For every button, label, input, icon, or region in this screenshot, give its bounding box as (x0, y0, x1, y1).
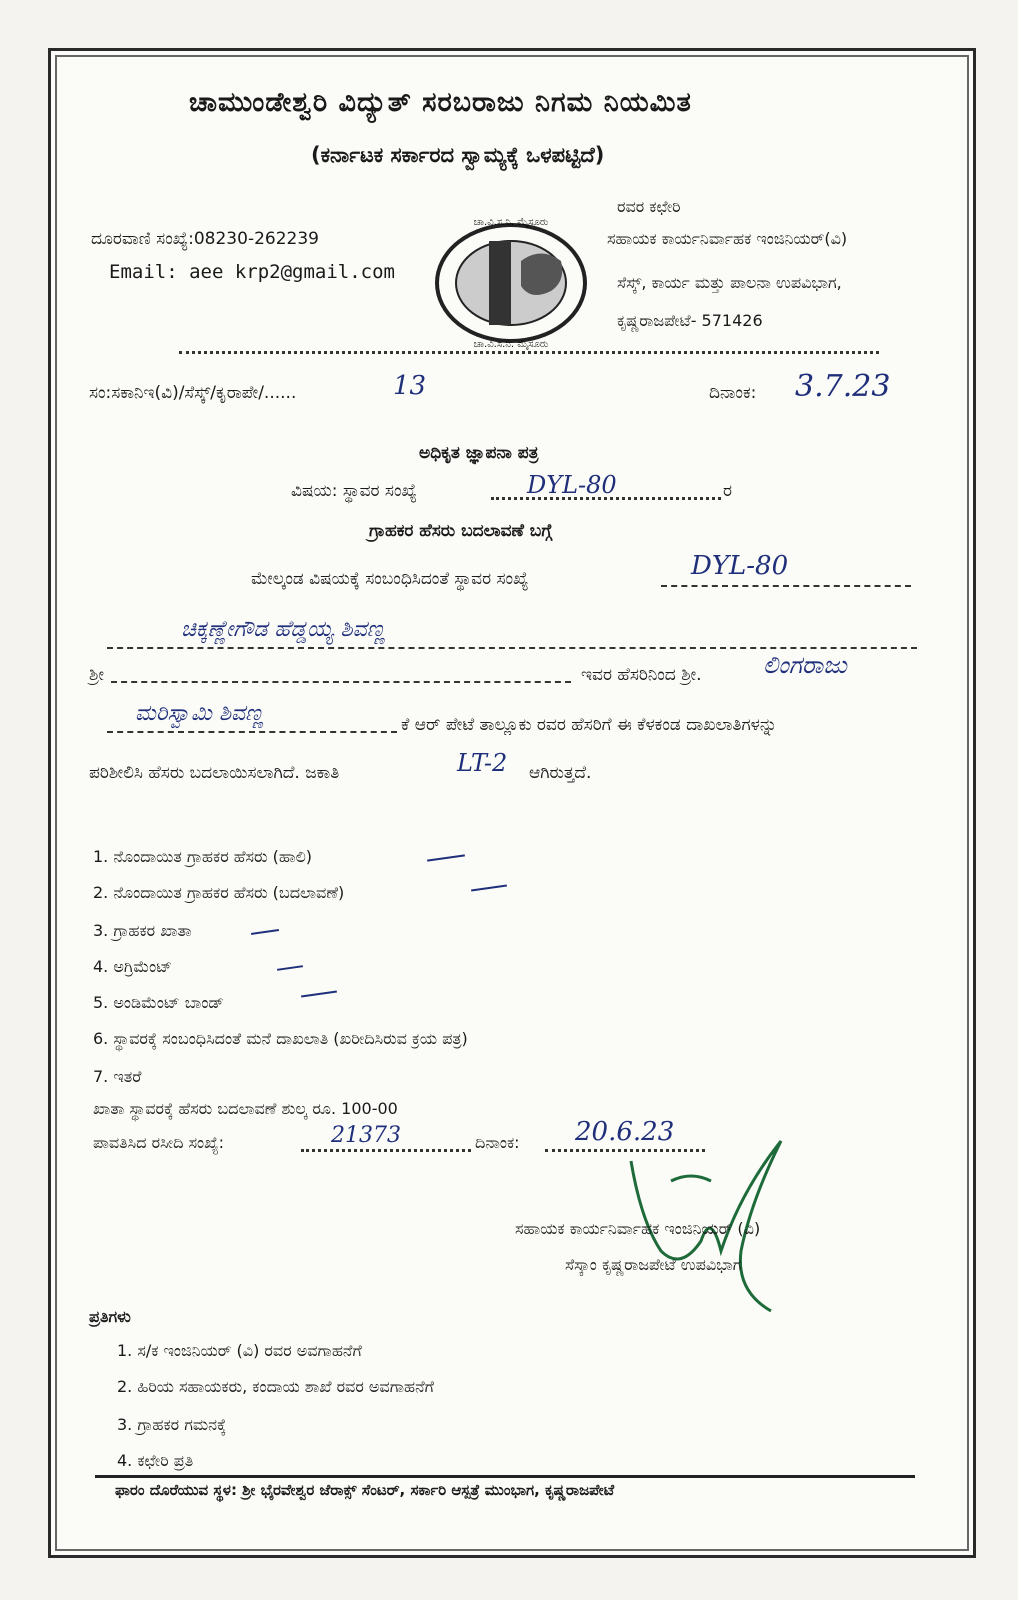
office-line-3: ಸೆಸ್ಕ್, ಕಾರ್ಯ ಮತ್ತು ಪಾಲನಾ ಉಪವಿಭಾಗ, (617, 273, 842, 292)
signatory-office: ಸೆಸ್ಕಾಂ ಕೃಷ್ಣರಾಜಪೇಟೆ ಉಪವಿಭಾಗ (565, 1255, 742, 1274)
email-address: Email: aee krp2@gmail.com (109, 261, 395, 283)
office-line-1: ರವರ ಕಛೇರಿ (617, 197, 681, 216)
receipt-date: 20.6.23 (575, 1117, 675, 1147)
from-label: ಇವರ ಹೆಸರಿನಿಂದ ಶ್ರೀ. (581, 665, 702, 685)
tick-mark-4 (277, 965, 303, 971)
office-line-4: ಕೃಷ್ಣರಾಜಪೇಟೆ- 571426 (617, 311, 763, 330)
memo-heading: ಅಧಿಕೃತ ಜ್ಞಾಪನಾ ಪತ್ರ (419, 443, 539, 463)
consumer-name-1: ಚಿಕ್ಕಣ್ಣೇಗೌಡ ಹೆಡ್ಡಯ್ಯ ಶಿವಣ್ಣ (181, 617, 386, 642)
document-item-6: 6. ಸ್ಥಾವರಕ್ಕೆ ಸಂಬಂಧಿಸಿದಂತೆ ಮನೆ ದಾಖಲಾತಿ (ಖರೀದಿಸಿರುವ ಕ್ರಯ ಪತ್ರ) (93, 1029, 468, 1048)
name-line-3 (107, 731, 397, 733)
subject-label: ವಿಷಯ: ಸ್ಥಾವರ ಸಂಖ್ಯೆ (291, 481, 417, 501)
document-item-2: 2. ನೊಂದಾಯಿತ ಗ್ರಾಹಕರ ಹೆಸರು (ಬದಲಾವಣೆ) (93, 883, 345, 902)
copy-item-3: 3. ಗ್ರಾಹಕರ ಗಮನಕ್ಕೆ (117, 1415, 227, 1434)
receipt-dotline (301, 1149, 471, 1152)
document-item-4: 4. ಅಗ್ರಿಮೆಂಟ್ (93, 957, 172, 976)
date-label: ದಿನಾಂಕ: (709, 383, 757, 403)
signatory-designation: ಸಹಾಯಕ ಕಾರ್ಯನಿರ್ವಾಹಕ ಇಂಜಿನಿಯರ್ (ವಿ) (515, 1219, 761, 1238)
paragraph-2-text: ಕೆ ಆರ್ ಪೇಟೆ ತಾಲ್ಲೂಕು ರವರ ಹೆಸರಿಗೆ ಈ ಕೆಳಕಂಡ ದಾಖಲಾತಿಗಳನ್ನು (401, 715, 778, 735)
sri-prefix: ಶ್ರೀ (89, 665, 104, 685)
paragraph-3-prefix: ಪರಿಶೀಲಿಸಿ ಹೆಸರು ಬದಲಾಯಿಸಲಾಗಿದೆ. ಜಕಾತಿ (89, 763, 340, 783)
para1-dashline (661, 585, 911, 587)
receipt-date-label: ದಿನಾಂಕ: (475, 1133, 520, 1152)
receipt-label: ಪಾವತಿಸಿದ ರಸೀದಿ ಸಂಖ್ಯೆ: (93, 1133, 225, 1152)
paragraph-3-suffix: ಆಗಿರುತ್ತದೆ. (529, 763, 592, 783)
reference-number-handwritten: 13 (393, 371, 427, 401)
tick-mark-3 (251, 929, 279, 935)
reference-number: ಸಂ:ಸಕಾನಿಇ(ವಿ)/ಸೆಸ್ಕ್/ಕೃರಾಪೇ/...... (89, 383, 297, 403)
subject-line-2: ಗ್ರಾಹಕರ ಹೆಸರು ಬದಲಾವಣೆ ಬಗ್ಗೆ (369, 521, 553, 541)
receipt-number: 21373 (331, 1123, 401, 1148)
tick-mark-2 (471, 885, 507, 892)
tariff-handwritten: LT-2 (457, 749, 508, 777)
phone-number: ದೂರವಾಣಿ ಸಂಖ್ಯೆ:08230-262239 (91, 229, 319, 249)
name-line-2 (111, 681, 571, 683)
copy-item-2: 2. ಹಿರಿಯ ಸಹಾಯಕರು, ಕಂದಾಯ ಶಾಖೆ ರವರ ಅವಗಾಹನೆಗೆ (117, 1377, 434, 1396)
logo-bottom-text: ಚಾ.ವಿ.ಸ.ನಿ. ಮೈಸೂರು (473, 339, 549, 350)
name-line-1 (107, 647, 917, 649)
tick-mark-1 (427, 854, 465, 861)
copies-heading: ಪ್ರತಿಗಳು (89, 1307, 131, 1326)
document-item-3: 3. ಗ್ರಾಹಕರ ಖಾತಾ (93, 921, 192, 940)
paragraph-1-label: ಮೇಲ್ಕಂಡ ವಿಷಯಕ್ಕೆ ಸಂಬಂಧಿಸಿದಂತೆ ಸ್ಥಾವರ ಸಂಖ್ಯೆ (251, 569, 529, 589)
header-divider (179, 351, 879, 354)
copy-item-1: 1. ಸ/ಕ ಇಂಜಿನಿಯರ್ (ವಿ) ರವರ ಅವಗಾಹನೆಗೆ (117, 1341, 362, 1360)
tick-mark-5 (301, 991, 337, 998)
consumer-name-3: ಮರಿಸ್ವಾಮಿ ಶಿವಣ್ಣ (135, 701, 264, 726)
fee-line: ಖಾತಾ ಸ್ಥಾವರಕ್ಕೆ ಹೆಸರು ಬದಲಾವಣೆ ಶುಲ್ಕ ರೂ. 100-00 (93, 1099, 398, 1118)
company-logo (431, 211, 591, 351)
logo-top-text: ಚಾ.ವಿ.ಸ.ನಿ. ಮೈಸೂರು (473, 217, 549, 228)
footer-rule (95, 1475, 915, 1478)
subject-plant-number: DYL-80 (527, 471, 617, 499)
paragraph-1-plant-number: DYL-80 (691, 551, 789, 581)
org-name: ಚಾಮುಂಡೇಶ್ವರಿ ವಿದ್ಯುತ್ ಸರಬರಾಜು ನಿಗಮ ನಿಯಮಿತ (189, 87, 692, 118)
copy-item-4: 4. ಕಛೇರಿ ಪ್ರತಿ (117, 1451, 194, 1470)
footer-note: ಫಾರಂ ದೊರೆಯುವ ಸ್ಥಳ: ಶ್ರೀ ಭೈರವೇಶ್ವರ ಜೆರಾಕ್ಸ್ ಸೆಂಟರ್, ಸರ್ಕಾರಿ ಆಸ್ಪತ್ರೆ ಮುಂಭಾಗ, ಕೃಷ್ಣರಾಜಪೇಟೆ (115, 1481, 615, 1499)
document-item-1: 1. ನೊಂದಾಯಿತ ಗ್ರಾಹಕರ ಹೆಸರು (ಹಾಲಿ) (93, 847, 313, 866)
document-item-7: 7. ಇತರೆ (93, 1067, 142, 1086)
consumer-name-2: ಲಿಂಗರಾಜು (763, 651, 847, 679)
document-item-5: 5. ಅಂಡಿಮೆಂಟ್ ಬಾಂಡ್ (93, 993, 224, 1012)
org-subtitle: (ಕರ್ನಾಟಕ ಸರ್ಕಾರದ ಸ್ವಾಮ್ಯಕ್ಕೆ ಒಳಪಟ್ಟಿದೆ) (311, 143, 605, 167)
subject-suffix: ರ (723, 481, 732, 501)
date-handwritten: 3.7.23 (795, 369, 891, 404)
office-line-2: ಸಹಾಯಕ ಕಾರ್ಯನಿರ್ವಾಹಕ ಇಂಜಿನಿಯರ್(ವಿ) (607, 229, 848, 248)
document-sheet (48, 48, 976, 1558)
